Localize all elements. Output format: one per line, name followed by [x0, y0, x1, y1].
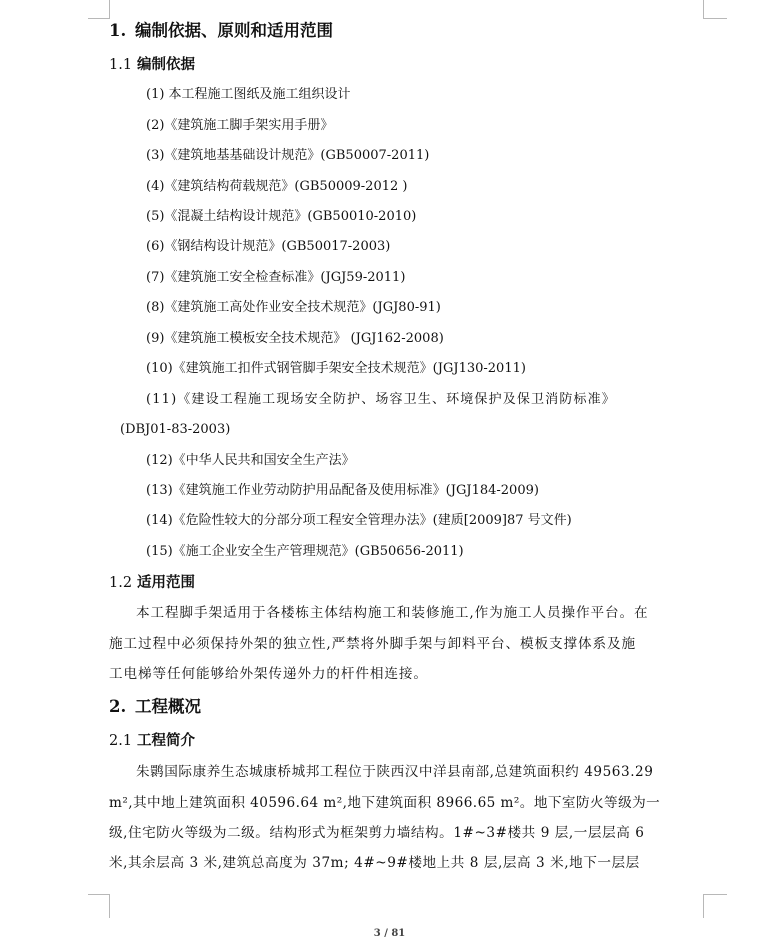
- reference-item: (2)《建筑施工脚手架实用手册》: [146, 118, 334, 133]
- subsection-1-2-title: 适用范围: [137, 574, 195, 591]
- section-1-number: 1.: [109, 21, 127, 40]
- overview-paragraph-line: 朱鹮国际康养生态城康桥城邦工程位于陕西汉中洋县南部,总建筑面积约 49563.29: [136, 764, 654, 780]
- scope-paragraph-line: 本工程脚手架适用于各楼栋主体结构施工和装修施工,作为施工人员操作平台。在: [136, 605, 649, 621]
- reference-item: (8)《建筑施工高处作业安全技术规范》(JGJ80-91): [146, 300, 441, 315]
- reference-item-continuation: (DBJ01-83-2003): [120, 422, 231, 437]
- section-2-title: 工程概况: [135, 697, 201, 716]
- reference-item: (11)《建设工程施工现场安全防护、场容卫生、环境保护及保卫消防标准》: [146, 392, 616, 407]
- section-1-title: 编制依据、原则和适用范围: [135, 21, 333, 40]
- subsection-2-1-number: 2.1: [109, 733, 133, 749]
- reference-item: (1) 本工程施工图纸及施工组织设计: [146, 87, 351, 102]
- section-1-heading: [109, 21, 333, 41]
- section-2-number: 2.: [109, 697, 127, 716]
- subsection-1-2-heading: [109, 574, 195, 592]
- overview-paragraph-line: 米,其余层高 3 米,建筑总高度为 37m; 4#~9#楼地上共 8 层,层高 3 米,地下一层层: [109, 855, 640, 871]
- scope-paragraph-line: 施工过程中必须保持外架的独立性,严禁将外脚手架与卸料平台、模板支撑体系及施: [109, 636, 636, 652]
- reference-item: (6)《钢结构设计规范》(GB50017-2003): [146, 239, 391, 254]
- reference-item: (3)《建筑地基基础设计规范》(GB50007-2011): [146, 148, 430, 163]
- overview-paragraph-line: m²,其中地上建筑面积 40596.64 m²,地下建筑面积 8966.65 m²。地下室防火等级为一: [109, 795, 661, 811]
- page-number: 3 / 81: [373, 928, 406, 939]
- scope-paragraph-line: 工电梯等任何能够给外架传递外力的杆件相连接。: [109, 666, 428, 682]
- reference-item: (13)《建筑施工作业劳动防护用品配备及使用标准》(JGJ184-2009): [146, 483, 539, 498]
- reference-item: (10)《建筑施工扣件式钢管脚手架安全技术规范》(JGJ130-2011): [146, 361, 526, 376]
- subsection-2-1-heading: [109, 732, 195, 750]
- subsection-2-1-title: 工程简介: [137, 732, 195, 749]
- section-2-heading: [109, 697, 201, 717]
- reference-item: (15)《施工企业安全生产管理规范》(GB50656-2011): [146, 544, 464, 559]
- subsection-1-2-number: 1.2: [109, 575, 133, 591]
- reference-item: (9)《建筑施工模板安全技术规范》 (JGJ162-2008): [146, 331, 444, 346]
- reference-item: (5)《混凝土结构设计规范》(GB50010-2010): [146, 209, 417, 224]
- reference-item: (4)《建筑结构荷载规范》(GB50009-2012 ): [146, 179, 408, 194]
- overview-paragraph-line: 级,住宅防火等级为二级。结构形式为框架剪力墙结构。1#~3#楼共 9 层,一层层高 6: [109, 825, 645, 841]
- subsection-1-1-number: 1.1: [109, 57, 133, 73]
- subsection-1-1-heading: [109, 56, 195, 74]
- subsection-1-1-title: 编制依据: [137, 56, 195, 73]
- reference-item: (7)《建筑施工安全检查标准》(JGJ59-2011): [146, 270, 406, 285]
- reference-item: (12)《中华人民共和国安全生产法》: [146, 453, 355, 468]
- reference-item: (14)《危险性较大的分部分项工程安全管理办法》(建质[2009]87 号文件): [146, 513, 572, 528]
